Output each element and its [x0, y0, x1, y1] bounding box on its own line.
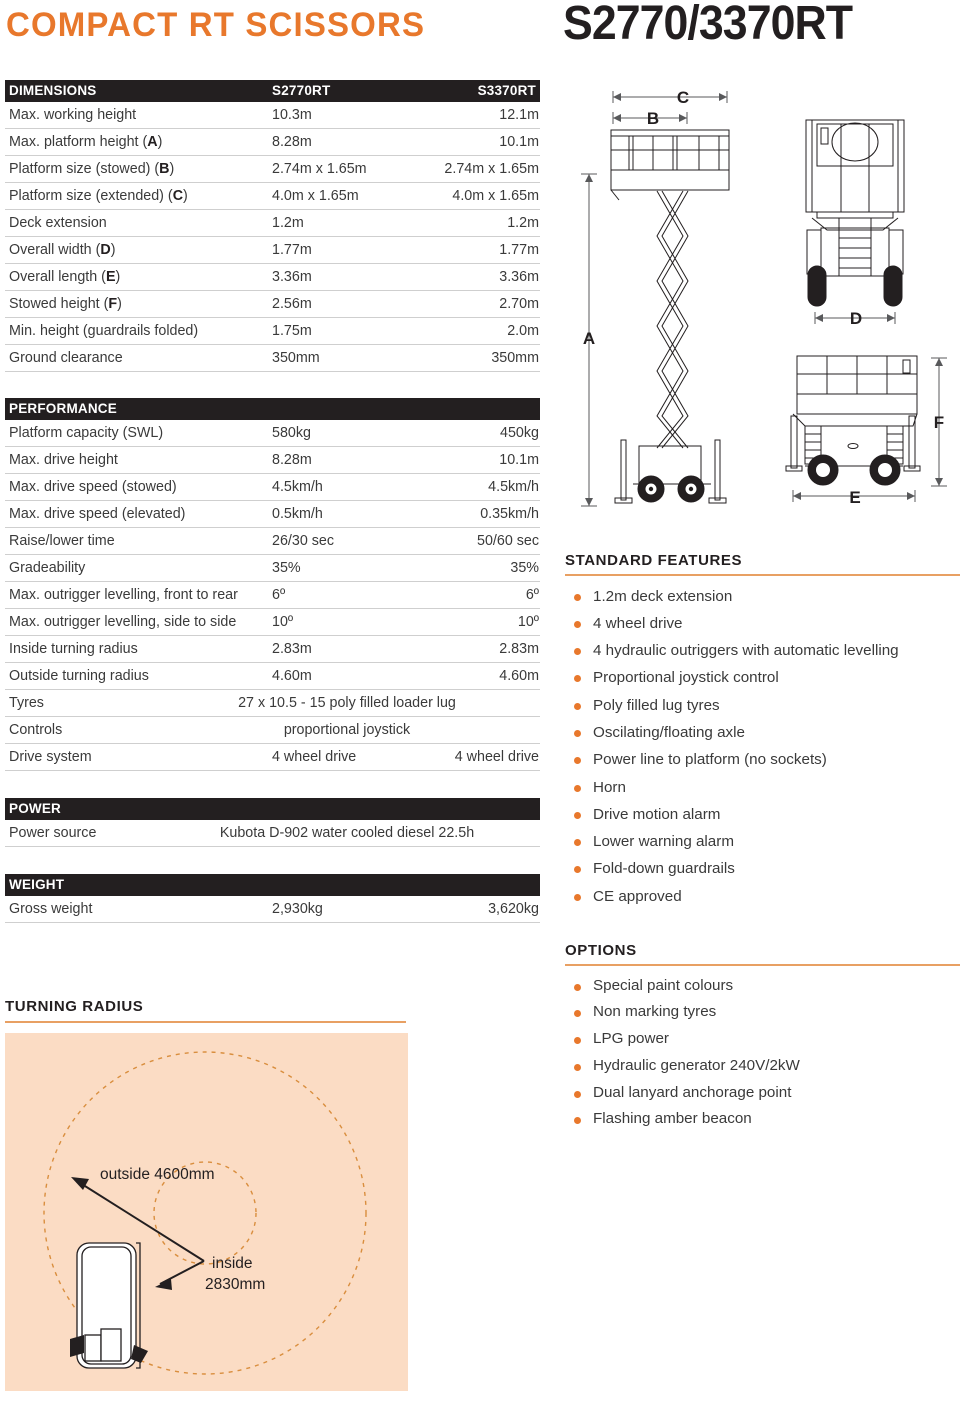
standard-feature-item-label: CE approved	[593, 887, 682, 905]
option-item-label: Non marking tyres	[593, 1003, 717, 1021]
row-label: Max. outrigger levelling, front to rear	[9, 587, 238, 603]
standard-feature-item	[565, 855, 960, 882]
row-label: Platform capacity (SWL)	[9, 425, 164, 441]
bullet-icon	[574, 894, 581, 901]
row-value-col2: 1.77m	[499, 242, 539, 258]
table-row	[5, 717, 540, 744]
standard-feature-item	[565, 883, 960, 910]
row-label: Max. drive speed (elevated)	[9, 506, 186, 522]
option-item-label: Flashing amber beacon	[593, 1110, 752, 1128]
row-label: Ground clearance	[9, 350, 123, 366]
table-row	[5, 102, 540, 129]
row-value-col1: 0.5km/h	[272, 506, 323, 522]
row-label: Drive system	[9, 749, 92, 765]
row-value-col1: 2.74m x 1.65m	[272, 161, 367, 177]
spec-table-performance	[5, 398, 540, 771]
option-item	[565, 973, 960, 1000]
row-value-col2: 1.2m	[507, 215, 539, 231]
row-value-col1: 26/30 sec	[272, 533, 334, 549]
row-value-col1: 8.28m	[272, 452, 312, 468]
table-row	[5, 264, 540, 291]
row-value-col2: 2.0m	[507, 323, 539, 339]
table-row	[5, 663, 540, 690]
row-value-col1: 2,930kg	[272, 901, 323, 917]
bullet-icon	[574, 839, 581, 846]
row-value-col1: 2.83m	[272, 641, 312, 657]
section-header-title: DIMENSIONS	[9, 83, 97, 98]
turning-radius-heading: TURNING RADIUS	[5, 998, 144, 1015]
option-item	[565, 1080, 960, 1107]
row-value-col2: 2.74m x 1.65m	[444, 161, 539, 177]
row-value-col1: 35%	[272, 560, 301, 576]
standard-feature-item-label: Proportional joystick control	[593, 669, 779, 687]
drawings-svg	[565, 78, 960, 518]
page-title: COMPACT RT SCISSORS	[6, 6, 426, 44]
standard-feature-item-label: Power line to platform (no sockets)	[593, 751, 827, 769]
section-header-performance	[5, 398, 540, 420]
spec-table-power	[5, 798, 540, 847]
bullet-icon	[574, 621, 581, 628]
row-value-col1: 1.77m	[272, 242, 312, 258]
row-value-col1: 2.56m	[272, 296, 312, 312]
standard-feature-item-label: Lower warning alarm	[593, 833, 734, 851]
bullet-icon	[574, 1117, 581, 1124]
table-row	[5, 555, 540, 582]
standard-feature-item	[565, 719, 960, 746]
inside-radius-label-line1: inside	[212, 1254, 253, 1272]
section-header-weight	[5, 874, 540, 896]
standard-features-section	[565, 552, 960, 910]
row-label: Min. height (guardrails folded)	[9, 323, 199, 339]
table-row	[5, 210, 540, 237]
table-row	[5, 345, 540, 372]
options-list	[565, 973, 960, 1134]
option-item-label: LPG power	[593, 1030, 669, 1048]
bullet-icon	[574, 703, 581, 710]
bullet-icon	[574, 1064, 581, 1071]
dim-label-a: A	[582, 329, 596, 348]
row-value-col2: 35%	[510, 560, 539, 576]
row-value-col2: 450kg	[500, 425, 539, 441]
dim-label-e: E	[849, 488, 861, 507]
standard-features-heading: STANDARD FEATURES	[565, 552, 743, 569]
option-item	[565, 1053, 960, 1080]
column-header-2: S3370RT	[477, 83, 536, 98]
option-item	[565, 1026, 960, 1053]
row-value-col1: 10º	[272, 614, 294, 630]
row-value-col2: 2.70m	[499, 296, 539, 312]
section-header-dimensions	[5, 80, 540, 102]
row-value-col1: 1.75m	[272, 323, 312, 339]
table-row	[5, 896, 540, 923]
option-item	[565, 1106, 960, 1133]
row-label: Outside turning radius	[9, 668, 149, 684]
standard-feature-item-label: 1.2m deck extension	[593, 587, 733, 605]
turning-radius-svg	[5, 1033, 408, 1391]
row-value-col2: 350mm	[491, 350, 539, 366]
row-label: Tyres	[9, 695, 44, 711]
row-value-col2: 3.36m	[499, 269, 539, 285]
standard-feature-item-label: Fold-down guardrails	[593, 860, 735, 878]
bullet-icon	[574, 675, 581, 682]
row-label: Power source	[9, 825, 97, 841]
bullet-icon	[574, 648, 581, 655]
turning-radius-section	[5, 998, 410, 1391]
row-value-col2: 2.83m	[499, 641, 539, 657]
table-row	[5, 820, 540, 847]
section-header-title: WEIGHT	[9, 877, 65, 892]
row-label: Overall width (D)	[9, 242, 116, 258]
row-value-span: 27 x 10.5 - 15 poly filled loader lug	[238, 695, 456, 711]
row-value-span: Kubota D-902 water cooled diesel 22.5h	[219, 825, 475, 841]
technical-drawings	[565, 78, 960, 518]
row-value-col1: 350mm	[272, 350, 320, 366]
row-value-col1: 580kg	[272, 425, 311, 441]
bullet-icon	[574, 757, 581, 764]
standard-feature-item	[565, 583, 960, 610]
row-label: Max. outrigger levelling, side to side	[9, 614, 237, 630]
row-label: Platform size (stowed) (B)	[9, 161, 175, 177]
column-header-1: S2770RT	[272, 83, 331, 98]
row-label: Stowed height (F)	[9, 296, 122, 312]
row-value-col2: 4.60m	[499, 668, 539, 684]
standard-feature-item-label: Drive motion alarm	[593, 805, 721, 823]
row-label: Raise/lower time	[9, 533, 115, 549]
dim-label-d: D	[849, 309, 863, 328]
table-row	[5, 447, 540, 474]
table-row	[5, 609, 540, 636]
standard-features-list	[565, 583, 960, 911]
standard-feature-item	[565, 610, 960, 637]
table-row	[5, 291, 540, 318]
row-value-col2: 3,620kg	[488, 901, 539, 917]
bullet-icon	[574, 1037, 581, 1044]
option-item-label: Hydraulic generator 240V/2kW	[593, 1056, 800, 1074]
table-row	[5, 156, 540, 183]
page-header	[0, 0, 960, 70]
standard-feature-item	[565, 746, 960, 773]
row-label: Platform size (extended) (C)	[9, 188, 188, 204]
section-divider	[565, 964, 960, 966]
row-value-col1: 4 wheel drive	[272, 749, 357, 765]
table-row	[5, 129, 540, 156]
section-header-title: POWER	[9, 801, 62, 816]
standard-feature-item	[565, 692, 960, 719]
bullet-icon	[574, 812, 581, 819]
bullet-icon	[574, 594, 581, 601]
row-label: Controls	[9, 722, 63, 738]
dim-label-f: F	[933, 413, 945, 432]
standard-feature-item-label: Horn	[593, 778, 626, 796]
standard-feature-item	[565, 801, 960, 828]
row-value-col1: 4.60m	[272, 668, 312, 684]
row-value-col2: 4.0m x 1.65m	[452, 188, 539, 204]
row-label: Gross weight	[9, 901, 93, 917]
row-label: Overall length (E)	[9, 269, 121, 285]
row-value-col1: 8.28m	[272, 134, 312, 150]
inside-radius-label-line2: 2830mm	[205, 1275, 266, 1293]
table-row	[5, 528, 540, 555]
row-value-col2: 4.5km/h	[488, 479, 539, 495]
row-value-col2: 4 wheel drive	[454, 749, 539, 765]
section-divider	[565, 574, 960, 576]
table-row	[5, 636, 540, 663]
row-label: Inside turning radius	[9, 641, 138, 657]
spec-table-weight	[5, 874, 540, 923]
row-label: Gradeability	[9, 560, 86, 576]
row-value-col1: 4.0m x 1.65m	[272, 188, 359, 204]
bullet-icon	[574, 730, 581, 737]
table-row	[5, 501, 540, 528]
machine-plan-view	[77, 1243, 140, 1368]
section-header-title: PERFORMANCE	[9, 401, 117, 416]
section-divider	[5, 1021, 406, 1023]
standard-feature-item	[565, 637, 960, 664]
option-item-label: Special paint colours	[593, 976, 734, 994]
standard-feature-item-label: Oscilating/floating axle	[593, 723, 745, 741]
table-row	[5, 744, 540, 771]
table-row	[5, 690, 540, 717]
row-label: Deck extension	[9, 215, 107, 231]
section-header-power	[5, 798, 540, 820]
table-row	[5, 420, 540, 447]
standard-feature-item-label: Poly filled lug tyres	[593, 696, 720, 714]
row-value-col1: 6º	[272, 587, 286, 603]
options-section	[565, 942, 960, 1133]
row-value-col1: 10.3m	[272, 107, 312, 123]
table-row	[5, 582, 540, 609]
option-item	[565, 999, 960, 1026]
table-row	[5, 183, 540, 210]
row-value-col1: 3.36m	[272, 269, 312, 285]
table-row	[5, 237, 540, 264]
table-row	[5, 474, 540, 501]
row-value-col2: 10º	[517, 614, 539, 630]
bullet-icon	[574, 1010, 581, 1017]
row-value-col2: 0.35km/h	[480, 506, 539, 522]
row-value-col2: 10.1m	[499, 134, 539, 150]
standard-feature-item-label: 4 hydraulic outriggers with automatic levelling	[593, 642, 899, 660]
standard-feature-item	[565, 828, 960, 855]
standard-feature-item-label: 4 wheel drive	[593, 614, 683, 632]
outside-radius-label: outside 4600mm	[100, 1165, 215, 1183]
row-value-col2: 50/60 sec	[477, 533, 539, 549]
bullet-icon	[574, 866, 581, 873]
dim-label-b: B	[646, 109, 660, 128]
bullet-icon	[574, 984, 581, 991]
row-value-col1: 1.2m	[272, 215, 304, 231]
specification-tables	[5, 80, 540, 923]
options-heading: OPTIONS	[565, 942, 637, 959]
row-value-col1: 4.5km/h	[272, 479, 323, 495]
option-item-label: Dual lanyard anchorage point	[593, 1083, 792, 1101]
row-label: Max. working height	[9, 107, 137, 123]
standard-feature-item	[565, 664, 960, 691]
model-number: S2770/3370RT	[563, 0, 853, 50]
row-label: Max. drive speed (stowed)	[9, 479, 177, 495]
row-value-col2: 10.1m	[499, 452, 539, 468]
row-value-col2: 6º	[525, 587, 539, 603]
turning-radius-diagram	[5, 1033, 408, 1391]
row-label: Max. platform height (A)	[9, 134, 163, 150]
row-value-span: proportional joystick	[283, 722, 411, 738]
bullet-icon	[574, 1091, 581, 1098]
spec-table-dimensions	[5, 80, 540, 372]
dim-label-c: C	[676, 88, 690, 107]
row-value-col2: 12.1m	[499, 107, 539, 123]
bullet-icon	[574, 785, 581, 792]
table-row	[5, 318, 540, 345]
standard-feature-item	[565, 774, 960, 801]
row-label: Max. drive height	[9, 452, 118, 468]
